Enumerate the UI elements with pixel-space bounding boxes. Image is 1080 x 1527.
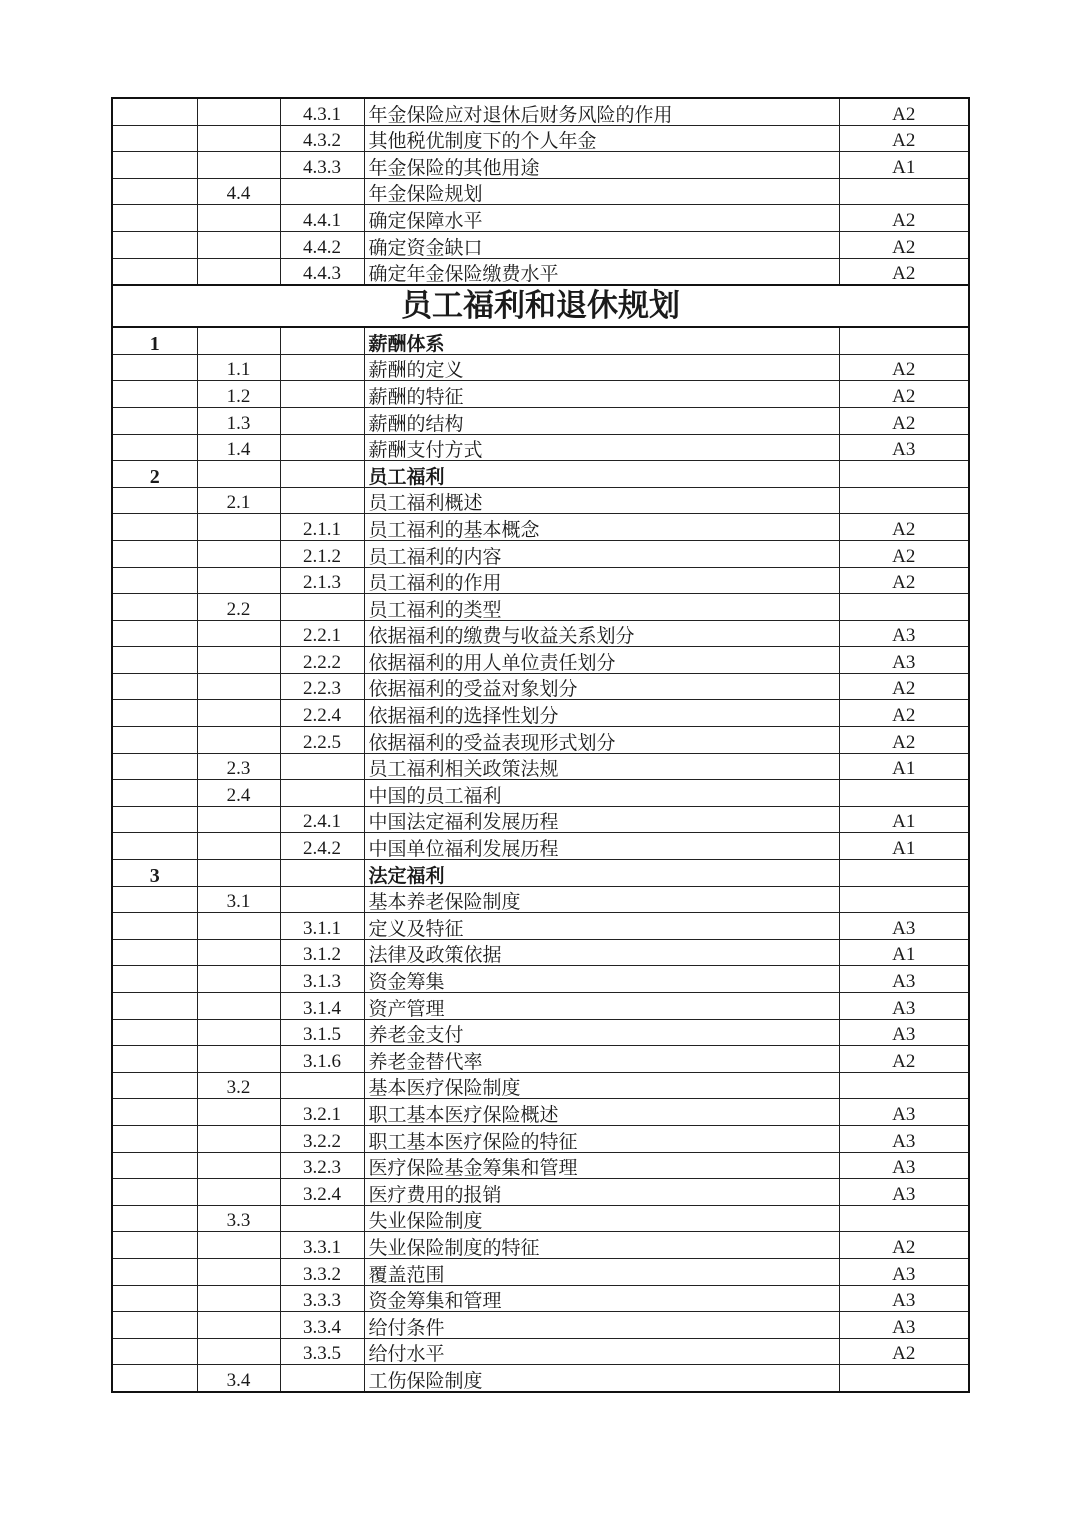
subsection-number-cell xyxy=(280,381,364,408)
section-number-cell xyxy=(197,231,280,258)
chapter-number-cell xyxy=(112,407,197,434)
subsection-number-cell xyxy=(280,178,364,205)
requirement-level-cell xyxy=(839,461,969,488)
topic-title-cell: 失业保险制度 xyxy=(364,1205,839,1232)
table-row xyxy=(112,354,969,381)
requirement-level-cell: A3 xyxy=(839,1285,969,1312)
table-row xyxy=(112,125,969,152)
section-number-cell xyxy=(197,1338,280,1365)
table-row xyxy=(112,381,969,408)
requirement-level-cell: A2 xyxy=(839,1046,969,1073)
topic-title-cell: 医疗保险基金筹集和管理 xyxy=(364,1152,839,1179)
table-row xyxy=(112,1046,969,1073)
table-row xyxy=(112,780,969,807)
topic-title-cell: 依据福利的受益对象划分 xyxy=(364,673,839,700)
section-number-cell: 2.4 xyxy=(197,780,280,807)
topic-title-cell: 失业保险制度的特征 xyxy=(364,1232,839,1259)
topic-title-cell: 法律及政策依据 xyxy=(364,939,839,966)
chapter-number-cell xyxy=(112,620,197,647)
requirement-level-cell: A2 xyxy=(839,567,969,594)
subsection-number-cell: 3.3.2 xyxy=(280,1258,364,1285)
table-row xyxy=(112,1365,969,1392)
section-number-cell xyxy=(197,700,280,727)
chapter-number-cell xyxy=(112,434,197,461)
subsection-number-cell xyxy=(280,860,364,887)
subsection-number-cell: 2.2.1 xyxy=(280,620,364,647)
subsection-number-cell: 2.1.3 xyxy=(280,567,364,594)
table-row xyxy=(112,461,969,488)
requirement-level-cell: A3 xyxy=(839,1152,969,1179)
topic-title-cell: 法定福利 xyxy=(364,860,839,887)
section-number-cell xyxy=(197,152,280,179)
section-number-cell xyxy=(197,1285,280,1312)
section-number-cell: 1.4 xyxy=(197,434,280,461)
topic-title-cell: 依据福利的选择性划分 xyxy=(364,700,839,727)
chapter-number-cell xyxy=(112,780,197,807)
topic-title-cell: 其他税优制度下的个人年金 xyxy=(364,125,839,152)
requirement-level-cell xyxy=(839,1072,969,1099)
section-number-cell xyxy=(197,1046,280,1073)
subsection-number-cell: 4.4.3 xyxy=(280,258,364,285)
section-number-cell xyxy=(197,98,280,125)
subsection-number-cell xyxy=(280,780,364,807)
section-number-cell xyxy=(197,913,280,940)
chapter-number-cell: 2 xyxy=(112,461,197,488)
table-row xyxy=(112,1205,969,1232)
topic-title-cell: 给付水平 xyxy=(364,1338,839,1365)
topic-title-cell: 员工福利相关政策法规 xyxy=(364,753,839,780)
topic-title-cell: 工伤保险制度 xyxy=(364,1365,839,1392)
section-number-cell xyxy=(197,647,280,674)
requirement-level-cell: A2 xyxy=(839,540,969,567)
requirement-level-cell: A1 xyxy=(839,939,969,966)
subsection-number-cell: 3.2.4 xyxy=(280,1179,364,1206)
requirement-level-cell: A3 xyxy=(839,1258,969,1285)
section-number-cell xyxy=(197,567,280,594)
subsection-number-cell: 4.4.2 xyxy=(280,231,364,258)
table-row xyxy=(112,833,969,860)
table-row xyxy=(112,231,969,258)
subsection-number-cell xyxy=(280,594,364,621)
section-number-cell xyxy=(197,727,280,754)
subsection-number-cell: 2.2.5 xyxy=(280,727,364,754)
chapter-number-cell xyxy=(112,125,197,152)
requirement-level-cell: A2 xyxy=(839,673,969,700)
subsection-number-cell: 2.4.2 xyxy=(280,833,364,860)
topic-title-cell: 员工福利的基本概念 xyxy=(364,514,839,541)
topic-title-cell: 基本养老保险制度 xyxy=(364,886,839,913)
section-number-cell xyxy=(197,1232,280,1259)
topic-title-cell: 依据福利的受益表现形式划分 xyxy=(364,727,839,754)
requirement-level-cell: A2 xyxy=(839,727,969,754)
table-row xyxy=(112,1072,969,1099)
requirement-level-cell xyxy=(839,886,969,913)
topic-title-cell: 年金保险应对退休后财务风险的作用 xyxy=(364,98,839,125)
requirement-level-cell: A2 xyxy=(839,98,969,125)
rows-before-heading xyxy=(112,98,969,285)
section-number-cell xyxy=(197,461,280,488)
chapter-number-cell xyxy=(112,1338,197,1365)
subsection-number-cell xyxy=(280,407,364,434)
topic-title-cell: 员工福利的作用 xyxy=(364,567,839,594)
section-number-cell xyxy=(197,673,280,700)
subsection-number-cell xyxy=(280,1365,364,1392)
table-row xyxy=(112,993,969,1020)
chapter-number-cell xyxy=(112,886,197,913)
table-row xyxy=(112,514,969,541)
topic-title-cell: 养老金支付 xyxy=(364,1019,839,1046)
section-number-cell xyxy=(197,514,280,541)
section-heading: 员工福利和退休规划 xyxy=(112,285,969,327)
subsection-number-cell: 2.4.1 xyxy=(280,806,364,833)
table-row xyxy=(112,1179,969,1206)
section-number-cell: 3.1 xyxy=(197,886,280,913)
subsection-number-cell xyxy=(280,327,364,354)
requirement-level-cell: A2 xyxy=(839,700,969,727)
requirement-level-cell: A3 xyxy=(839,1099,969,1126)
subsection-number-cell xyxy=(280,461,364,488)
chapter-number-cell xyxy=(112,1312,197,1339)
subsection-number-cell: 3.2.1 xyxy=(280,1099,364,1126)
chapter-number-cell xyxy=(112,381,197,408)
requirement-level-cell xyxy=(839,178,969,205)
rows-after-heading xyxy=(112,327,969,1392)
topic-title-cell: 员工福利概述 xyxy=(364,487,839,514)
chapter-number-cell xyxy=(112,98,197,125)
topic-title-cell: 中国法定福利发展历程 xyxy=(364,806,839,833)
requirement-level-cell xyxy=(839,1365,969,1392)
topic-title-cell: 员工福利的类型 xyxy=(364,594,839,621)
table-row xyxy=(112,913,969,940)
requirement-level-cell: A3 xyxy=(839,966,969,993)
requirement-level-cell xyxy=(839,327,969,354)
section-number-cell xyxy=(197,993,280,1020)
requirement-level-cell: A2 xyxy=(839,1232,969,1259)
topic-title-cell: 确定保障水平 xyxy=(364,205,839,232)
table-row xyxy=(112,1019,969,1046)
topic-title-cell: 年金保险规划 xyxy=(364,178,839,205)
subsection-number-cell xyxy=(280,753,364,780)
syllabus-table xyxy=(111,97,970,1393)
subsection-number-cell xyxy=(280,1072,364,1099)
requirement-level-cell: A2 xyxy=(839,258,969,285)
section-number-cell xyxy=(197,833,280,860)
chapter-number-cell: 3 xyxy=(112,860,197,887)
section-number-cell xyxy=(197,205,280,232)
subsection-number-cell: 4.3.1 xyxy=(280,98,364,125)
table-row xyxy=(112,620,969,647)
subsection-number-cell: 4.4.1 xyxy=(280,205,364,232)
table-row xyxy=(112,1312,969,1339)
chapter-number-cell xyxy=(112,487,197,514)
table-row xyxy=(112,753,969,780)
chapter-number-cell xyxy=(112,594,197,621)
chapter-number-cell xyxy=(112,1232,197,1259)
subsection-number-cell xyxy=(280,434,364,461)
section-number-cell xyxy=(197,1312,280,1339)
requirement-level-cell: A3 xyxy=(839,620,969,647)
section-number-cell: 2.2 xyxy=(197,594,280,621)
section-number-cell: 3.3 xyxy=(197,1205,280,1232)
section-heading-group xyxy=(112,285,969,327)
table-row xyxy=(112,540,969,567)
subsection-number-cell: 3.1.3 xyxy=(280,966,364,993)
topic-title-cell: 资金筹集和管理 xyxy=(364,1285,839,1312)
chapter-number-cell xyxy=(112,727,197,754)
chapter-number-cell xyxy=(112,231,197,258)
chapter-number-cell xyxy=(112,1046,197,1073)
topic-title-cell: 依据福利的缴费与收益关系划分 xyxy=(364,620,839,647)
chapter-number-cell xyxy=(112,1285,197,1312)
table-row xyxy=(112,258,969,285)
requirement-level-cell: A3 xyxy=(839,1019,969,1046)
topic-title-cell: 确定年金保险缴费水平 xyxy=(364,258,839,285)
section-number-cell: 3.2 xyxy=(197,1072,280,1099)
requirement-level-cell: A2 xyxy=(839,354,969,381)
chapter-number-cell xyxy=(112,833,197,860)
topic-title-cell: 确定资金缺口 xyxy=(364,231,839,258)
requirement-level-cell: A3 xyxy=(839,647,969,674)
subsection-number-cell: 3.1.5 xyxy=(280,1019,364,1046)
table-row xyxy=(112,1152,969,1179)
requirement-level-cell xyxy=(839,487,969,514)
table-row xyxy=(112,860,969,887)
topic-title-cell: 给付条件 xyxy=(364,1312,839,1339)
chapter-number-cell xyxy=(112,1365,197,1392)
table-row xyxy=(112,700,969,727)
chapter-number-cell xyxy=(112,152,197,179)
section-number-cell: 2.3 xyxy=(197,753,280,780)
section-number-cell xyxy=(197,327,280,354)
table-row xyxy=(112,966,969,993)
table-row xyxy=(112,567,969,594)
table-row xyxy=(112,727,969,754)
section-number-cell: 4.4 xyxy=(197,178,280,205)
section-number-cell xyxy=(197,860,280,887)
table-row xyxy=(112,1258,969,1285)
topic-title-cell: 薪酬的特征 xyxy=(364,381,839,408)
subsection-number-cell: 3.2.2 xyxy=(280,1125,364,1152)
requirement-level-cell xyxy=(839,594,969,621)
table-row xyxy=(112,1338,969,1365)
requirement-level-cell: A3 xyxy=(839,434,969,461)
requirement-level-cell: A2 xyxy=(839,407,969,434)
topic-title-cell: 薪酬的结构 xyxy=(364,407,839,434)
topic-title-cell: 薪酬的定义 xyxy=(364,354,839,381)
requirement-level-cell: A3 xyxy=(839,1179,969,1206)
chapter-number-cell xyxy=(112,806,197,833)
table-row xyxy=(112,178,969,205)
chapter-number-cell xyxy=(112,1179,197,1206)
subsection-number-cell: 2.1.1 xyxy=(280,514,364,541)
topic-title-cell: 基本医疗保险制度 xyxy=(364,1072,839,1099)
section-number-cell: 1.1 xyxy=(197,354,280,381)
table-row xyxy=(112,98,969,125)
topic-title-cell: 资产管理 xyxy=(364,993,839,1020)
requirement-level-cell: A3 xyxy=(839,1125,969,1152)
chapter-number-cell xyxy=(112,753,197,780)
requirement-level-cell xyxy=(839,860,969,887)
subsection-number-cell: 2.2.4 xyxy=(280,700,364,727)
chapter-number-cell xyxy=(112,673,197,700)
chapter-number-cell xyxy=(112,1205,197,1232)
section-number-cell: 1.2 xyxy=(197,381,280,408)
section-number-cell: 1.3 xyxy=(197,407,280,434)
subsection-number-cell: 3.1.4 xyxy=(280,993,364,1020)
topic-title-cell: 依据福利的用人单位责任划分 xyxy=(364,647,839,674)
requirement-level-cell: A2 xyxy=(839,1338,969,1365)
subsection-number-cell: 3.3.3 xyxy=(280,1285,364,1312)
section-number-cell: 2.1 xyxy=(197,487,280,514)
table-row xyxy=(112,1125,969,1152)
requirement-level-cell: A1 xyxy=(839,833,969,860)
subsection-number-cell: 4.3.2 xyxy=(280,125,364,152)
subsection-number-cell: 4.3.3 xyxy=(280,152,364,179)
topic-title-cell: 薪酬体系 xyxy=(364,327,839,354)
requirement-level-cell: A3 xyxy=(839,993,969,1020)
section-number-cell xyxy=(197,125,280,152)
section-number-cell xyxy=(197,258,280,285)
subsection-number-cell xyxy=(280,354,364,381)
topic-title-cell: 员工福利 xyxy=(364,461,839,488)
chapter-number-cell xyxy=(112,913,197,940)
topic-title-cell: 职工基本医疗保险的特征 xyxy=(364,1125,839,1152)
topic-title-cell: 薪酬支付方式 xyxy=(364,434,839,461)
section-number-cell: 3.4 xyxy=(197,1365,280,1392)
chapter-number-cell xyxy=(112,993,197,1020)
chapter-number-cell xyxy=(112,354,197,381)
requirement-level-cell: A2 xyxy=(839,514,969,541)
chapter-number-cell xyxy=(112,939,197,966)
table-row xyxy=(112,1099,969,1126)
requirement-level-cell: A1 xyxy=(839,152,969,179)
chapter-number-cell xyxy=(112,1019,197,1046)
topic-title-cell: 中国的员工福利 xyxy=(364,780,839,807)
subsection-number-cell xyxy=(280,1205,364,1232)
topic-title-cell: 中国单位福利发展历程 xyxy=(364,833,839,860)
requirement-level-cell: A2 xyxy=(839,125,969,152)
section-number-cell xyxy=(197,1152,280,1179)
section-heading-row xyxy=(112,285,969,327)
table-row xyxy=(112,152,969,179)
topic-title-cell: 养老金替代率 xyxy=(364,1046,839,1073)
requirement-level-cell: A2 xyxy=(839,205,969,232)
subsection-number-cell xyxy=(280,487,364,514)
requirement-level-cell: A1 xyxy=(839,753,969,780)
requirement-level-cell xyxy=(839,1205,969,1232)
chapter-number-cell xyxy=(112,966,197,993)
table-row xyxy=(112,1232,969,1259)
section-number-cell xyxy=(197,1019,280,1046)
chapter-number-cell xyxy=(112,514,197,541)
table-row xyxy=(112,886,969,913)
section-number-cell xyxy=(197,966,280,993)
topic-title-cell: 资金筹集 xyxy=(364,966,839,993)
table-row xyxy=(112,205,969,232)
topic-title-cell: 员工福利的内容 xyxy=(364,540,839,567)
subsection-number-cell: 3.1.6 xyxy=(280,1046,364,1073)
table-row xyxy=(112,327,969,354)
chapter-number-cell xyxy=(112,205,197,232)
requirement-level-cell: A2 xyxy=(839,381,969,408)
section-number-cell xyxy=(197,1179,280,1206)
chapter-number-cell xyxy=(112,647,197,674)
chapter-number-cell xyxy=(112,1072,197,1099)
subsection-number-cell: 3.1.1 xyxy=(280,913,364,940)
chapter-number-cell xyxy=(112,700,197,727)
section-number-cell xyxy=(197,1258,280,1285)
section-number-cell xyxy=(197,1099,280,1126)
subsection-number-cell: 3.3.5 xyxy=(280,1338,364,1365)
chapter-number-cell xyxy=(112,567,197,594)
topic-title-cell: 定义及特征 xyxy=(364,913,839,940)
table-row xyxy=(112,407,969,434)
subsection-number-cell: 2.2.2 xyxy=(280,647,364,674)
requirement-level-cell: A1 xyxy=(839,806,969,833)
table-row xyxy=(112,594,969,621)
subsection-number-cell: 3.3.4 xyxy=(280,1312,364,1339)
chapter-number-cell xyxy=(112,1125,197,1152)
chapter-number-cell: 1 xyxy=(112,327,197,354)
topic-title-cell: 职工基本医疗保险概述 xyxy=(364,1099,839,1126)
table-row xyxy=(112,673,969,700)
chapter-number-cell xyxy=(112,540,197,567)
section-number-cell xyxy=(197,939,280,966)
chapter-number-cell xyxy=(112,178,197,205)
table-row xyxy=(112,806,969,833)
table-row xyxy=(112,647,969,674)
topic-title-cell: 医疗费用的报销 xyxy=(364,1179,839,1206)
table-row xyxy=(112,487,969,514)
section-number-cell xyxy=(197,540,280,567)
chapter-number-cell xyxy=(112,1152,197,1179)
chapter-number-cell xyxy=(112,258,197,285)
requirement-level-cell xyxy=(839,780,969,807)
subsection-number-cell xyxy=(280,886,364,913)
chapter-number-cell xyxy=(112,1258,197,1285)
subsection-number-cell: 3.1.2 xyxy=(280,939,364,966)
section-number-cell xyxy=(197,1125,280,1152)
requirement-level-cell: A2 xyxy=(839,231,969,258)
table-row xyxy=(112,434,969,461)
subsection-number-cell: 3.2.3 xyxy=(280,1152,364,1179)
requirement-level-cell: A3 xyxy=(839,913,969,940)
chapter-number-cell xyxy=(112,1099,197,1126)
section-number-cell xyxy=(197,806,280,833)
requirement-level-cell: A3 xyxy=(839,1312,969,1339)
table-row xyxy=(112,1285,969,1312)
table-row xyxy=(112,939,969,966)
section-number-cell xyxy=(197,620,280,647)
subsection-number-cell: 2.1.2 xyxy=(280,540,364,567)
subsection-number-cell: 2.2.3 xyxy=(280,673,364,700)
topic-title-cell: 年金保险的其他用途 xyxy=(364,152,839,179)
subsection-number-cell: 3.3.1 xyxy=(280,1232,364,1259)
topic-title-cell: 覆盖范围 xyxy=(364,1258,839,1285)
